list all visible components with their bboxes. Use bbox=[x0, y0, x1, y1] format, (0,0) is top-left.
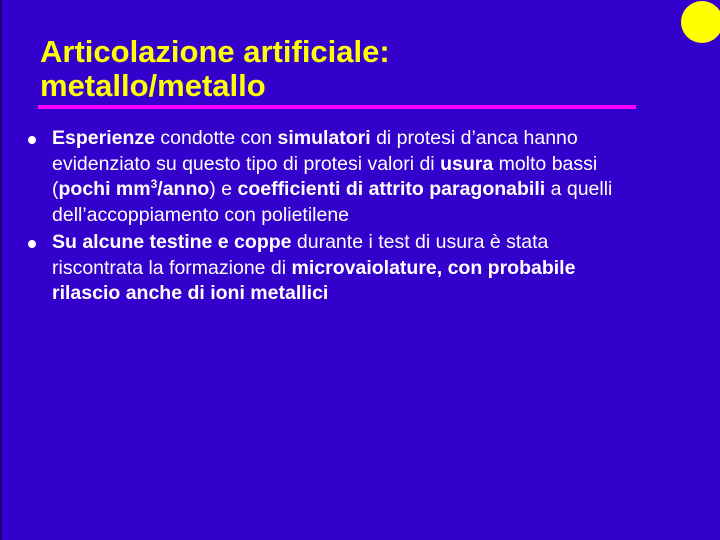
bullet-2-text-bold-microvaiolature: microvaiolature, con probabile rilascio anche di ioni metallici bbox=[52, 256, 576, 304]
corner-circle-decoration bbox=[681, 1, 720, 43]
bullet-1-text-bold-anno: /anno bbox=[157, 178, 210, 200]
bullet-1-text: molto bassi ( bbox=[52, 152, 598, 200]
bullet-list bbox=[24, 126, 624, 309]
bullet-2-text: durante i test di usura è stata riscontrata la formazione di bbox=[52, 231, 549, 279]
bullet-1-text-bold-simulatori: simulatori bbox=[277, 127, 371, 149]
bullet-item-1 bbox=[24, 126, 624, 228]
bullet-item-2 bbox=[24, 230, 624, 307]
slide-title bbox=[40, 35, 390, 103]
bullet-2-text-bold-testine: Su alcune testine e coppe bbox=[52, 231, 292, 253]
bullet-1-text-bold-usura: usura bbox=[440, 152, 494, 175]
bullet-1-text: ) e bbox=[209, 178, 238, 200]
bullet-1-text-bold-coefficienti: coefficienti di attrito paragonabili bbox=[237, 178, 546, 200]
bullet-dot bbox=[28, 136, 36, 144]
slide-title-line-1: Articolazione artificiale: bbox=[40, 34, 390, 69]
bullet-1-text-bold-esperienze: Esperienze bbox=[52, 127, 155, 149]
title-underline-rule bbox=[38, 105, 636, 109]
bullet-1-text: di protesi d’anca hanno evidenziato su questo tipo di protesi valori di bbox=[52, 127, 578, 175]
bullet-1-text-bold-pochi-mm: pochi mm bbox=[58, 178, 151, 200]
bullet-1-superscript: 3 bbox=[150, 177, 158, 191]
bullet-dot bbox=[28, 240, 36, 248]
bullet-1-text: a quelli dell’accoppiamento con polietilene bbox=[52, 178, 613, 226]
bullet-1-text: condotte con bbox=[154, 127, 278, 149]
slide-title-line-2: metallo/metallo bbox=[40, 68, 266, 103]
